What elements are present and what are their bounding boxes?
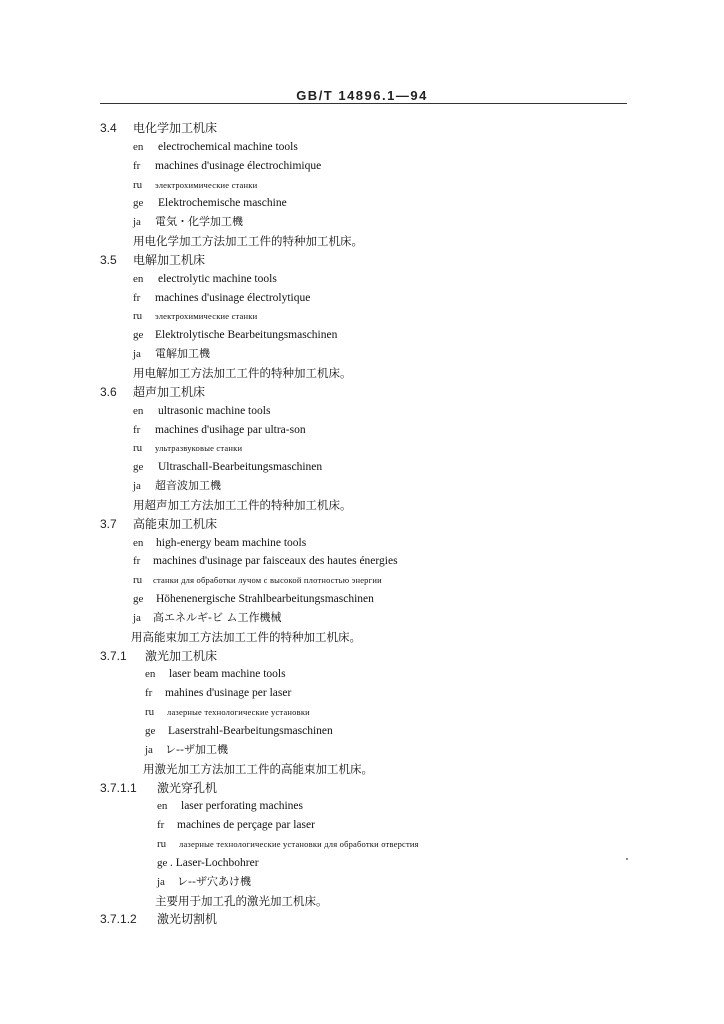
translation-text: Ultraschall-Bearbeitungsmaschinen — [158, 461, 323, 474]
definition — [0, 892, 724, 911]
entry-number: 3.6 — [100, 384, 117, 399]
translation-text: электрохимические станки — [155, 179, 258, 190]
translation-text: 電解加工機 — [155, 347, 210, 361]
lang-code: ge — [133, 593, 144, 606]
translation-ja — [0, 477, 724, 496]
header-rule — [100, 103, 627, 104]
translation-ge — [0, 194, 724, 213]
lang-code: ge — [145, 725, 156, 737]
translation-en — [0, 797, 724, 816]
translation-text: 超音波加工機 — [155, 479, 221, 493]
translation-ja — [0, 873, 724, 892]
lang-code: ge — [133, 461, 144, 474]
translation-ge — [0, 854, 724, 873]
translation-text: electrolytic machine tools — [158, 272, 277, 285]
translation-fr — [0, 684, 724, 703]
translation-text: . Laser-Lochbohrer — [170, 856, 259, 869]
definition — [0, 760, 724, 779]
translation-ja — [0, 345, 724, 364]
translation-text: Elektrolytische Bearbeitungsmaschinen — [155, 329, 338, 342]
translation-text: レ--ザ加工機 — [165, 742, 228, 756]
lang-code: ja — [133, 348, 141, 361]
entry-term: 电解加工机床 — [133, 252, 206, 267]
translation-ja — [0, 741, 724, 760]
translation-ru — [0, 835, 724, 854]
lang-code: ru — [157, 838, 167, 851]
translation-fr — [0, 157, 724, 176]
entry-heading — [0, 779, 724, 798]
lang-code: fr — [133, 423, 141, 436]
lang-code: fr — [133, 291, 141, 304]
lang-code: ru — [133, 574, 143, 587]
translation-ge — [0, 326, 724, 345]
translation-en — [0, 665, 724, 684]
translation-ge — [0, 722, 724, 741]
translation-en — [0, 138, 724, 157]
entry-term: 高能束加工机床 — [133, 516, 218, 531]
translation-text: machines d'usihage par ultra-son — [155, 423, 306, 436]
definition — [0, 232, 724, 251]
definition-text: 用电化学加工方法加工工件的特种加工机床。 — [133, 234, 363, 249]
lang-code: en — [133, 536, 144, 549]
translation-text: レ--ザ穴あけ機 — [177, 874, 251, 888]
entry-term: 激光穿孔机 — [157, 780, 218, 795]
translation-en — [0, 270, 724, 289]
translation-ja — [0, 609, 724, 628]
entry-number: 3.7.1.2 — [100, 912, 137, 927]
lang-code: ru — [145, 706, 155, 719]
entry-heading — [0, 647, 724, 666]
entry-heading — [0, 515, 724, 534]
translation-ru — [0, 176, 724, 195]
translation-en — [0, 402, 724, 421]
translation-text: Höhenenergische Strahlbearbeitungsmaschinen — [156, 593, 374, 606]
lang-code: fr — [145, 687, 153, 700]
document-body — [0, 119, 724, 929]
definition-text: 用高能束加工方法加工工件的特种加工机床。 — [131, 629, 361, 644]
translation-text: станки для обработки лучом с высокой плотностью энергии — [153, 575, 382, 586]
entry-heading — [0, 251, 724, 270]
lang-code: ru — [133, 442, 143, 455]
translation-text: 電気・化学加工機 — [155, 215, 243, 229]
entry-number: 3.7 — [100, 516, 117, 531]
entry-heading — [0, 910, 724, 929]
translation-fr — [0, 552, 724, 571]
lang-code: fr — [157, 819, 165, 832]
entry-term: 激光切割机 — [157, 912, 218, 927]
lang-code: ge — [133, 329, 144, 342]
entry-term: 超声加工机床 — [133, 384, 206, 399]
entry-number: 3.7.1.1 — [100, 780, 137, 795]
translation-fr — [0, 816, 724, 835]
lang-code: fr — [133, 159, 141, 172]
definition-text: 用超声加工方法加工工件的特种加工机床。 — [133, 497, 352, 512]
translation-ge — [0, 458, 724, 477]
translation-text: лазерные технологические установки — [167, 707, 310, 718]
lang-code: ja — [157, 875, 165, 888]
translation-text: mahines d'usinage per laser — [165, 687, 292, 700]
translation-ge — [0, 590, 724, 609]
definition — [0, 364, 724, 383]
definition-text: 主要用于加工孔的激光加工机床。 — [155, 893, 328, 908]
standard-code: GB/T 14896.1—94 — [296, 88, 428, 103]
translation-ru — [0, 307, 724, 326]
lang-code: ru — [133, 178, 143, 191]
translation-text: Laserstrahl-Bearbeitungsmaschinen — [168, 725, 333, 737]
translation-text: лазерные технологические установки для обработки отверстия — [179, 839, 419, 850]
translation-text: electrochemical machine tools — [158, 140, 298, 153]
translation-fr — [0, 289, 724, 308]
definition — [0, 628, 724, 647]
lang-code: en — [133, 140, 144, 153]
translation-text: laser beam machine tools — [169, 668, 286, 681]
entry-number: 3.4 — [100, 121, 117, 135]
translation-text: ultrasonic machine tools — [158, 404, 271, 417]
definition — [0, 496, 724, 515]
lang-code: ja — [145, 743, 153, 756]
entry-number: 3.5 — [100, 252, 117, 267]
entry-heading — [0, 119, 724, 138]
lang-code: ja — [133, 611, 141, 624]
lang-code: ru — [133, 310, 143, 323]
entry-heading — [0, 383, 724, 402]
translation-text: machines d'usinage électrolytique — [155, 291, 311, 304]
lang-code: en — [133, 272, 144, 285]
entry-term: 激光加工机床 — [145, 648, 218, 663]
translation-ru — [0, 571, 724, 590]
translation-text: Elektrochemische maschine — [158, 197, 287, 210]
entry-term: 电化学加工机床 — [133, 121, 218, 135]
translation-text: machines de perçage par laser — [177, 819, 315, 832]
entry-number: 3.7.1 — [100, 648, 127, 663]
translation-ru — [0, 703, 724, 722]
lang-code: ja — [133, 216, 141, 229]
translation-en — [0, 534, 724, 553]
lang-code: ja — [133, 480, 141, 493]
lang-code: en — [145, 668, 156, 681]
lang-code: fr — [133, 555, 141, 568]
translation-text: machines d'usinage par faisceaux des hautes énergies — [153, 555, 398, 568]
translation-fr — [0, 421, 724, 440]
translation-text: high-energy beam machine tools — [156, 536, 307, 549]
translation-ja — [0, 213, 724, 232]
definition-text: 用激光加工方法加工工件的高能束加工机床。 — [143, 761, 373, 776]
translation-ru — [0, 439, 724, 458]
lang-code: ge — [157, 856, 168, 869]
translation-text: machines d'usinage électrochimique — [155, 159, 322, 172]
lang-code: ge — [133, 197, 144, 210]
scan-speck — [626, 858, 628, 860]
lang-code: en — [157, 800, 168, 813]
definition-text: 用电解加工方法加工工件的特种加工机床。 — [133, 365, 352, 380]
translation-text: 高エネルギ-ビ ム工作機械 — [153, 610, 282, 624]
translation-text: электрохимические станки — [155, 311, 258, 322]
lang-code: en — [133, 404, 144, 417]
translation-text: ультразвуковые станки — [155, 443, 243, 454]
translation-text: laser perforating machines — [181, 800, 303, 813]
